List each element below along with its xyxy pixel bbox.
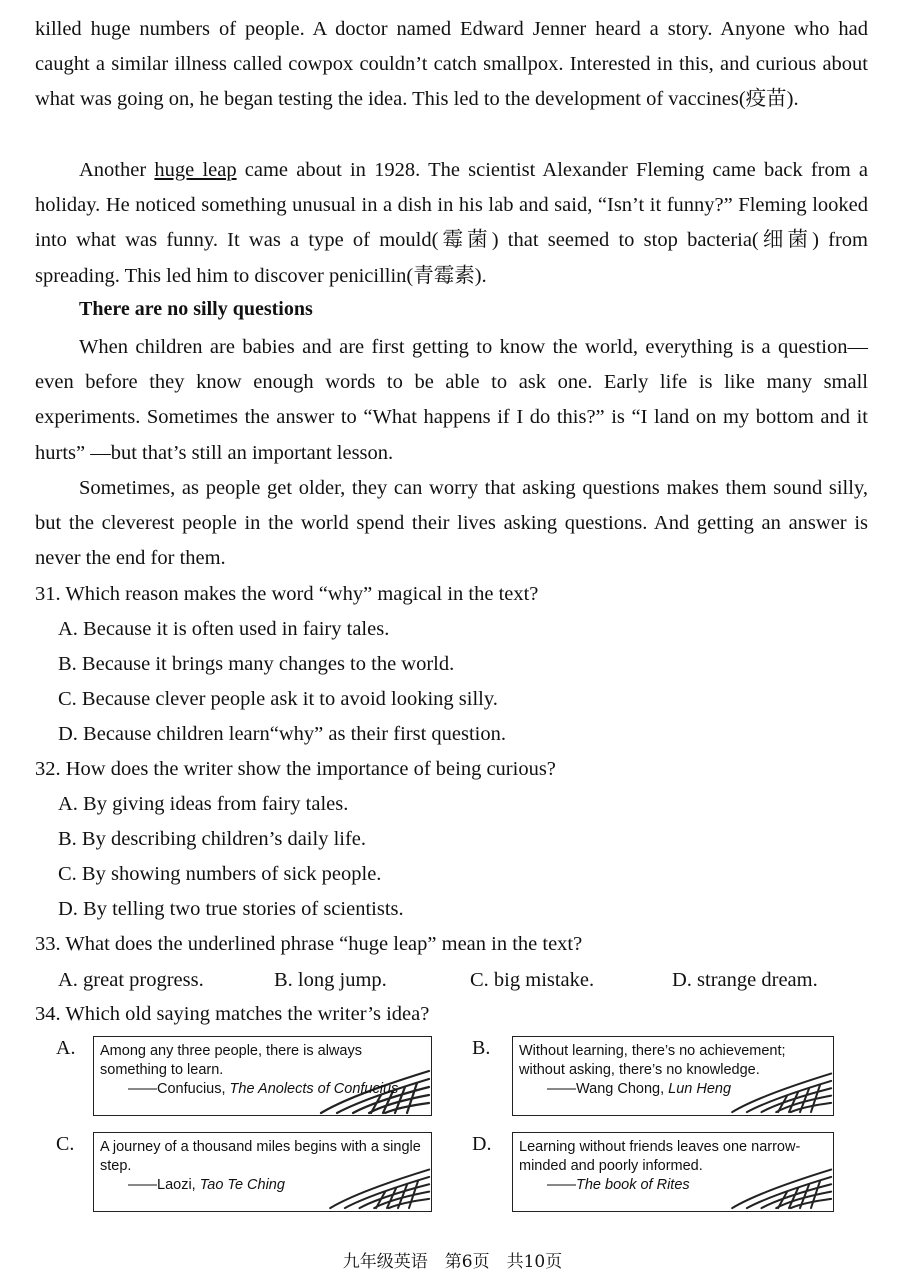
underlined-phrase-huge-leap: huge leap	[154, 159, 237, 181]
question-32-option-c: C. By showing numbers of sick people.	[58, 863, 382, 885]
quote-b-text: Without learning, there’s no achievement; without asking, there’s no knowledge.	[519, 1043, 786, 1078]
question-34-option-b-label: B.	[472, 1037, 491, 1059]
question-33-option-b: B. long jump.	[274, 969, 387, 991]
quote-c-work: Tao Te Ching	[199, 1177, 285, 1193]
quote-c-author-prefix: ——Laozi,	[128, 1177, 200, 1193]
quote-c-author	[100, 1176, 425, 1195]
quote-d-work: The book of Rites	[576, 1177, 690, 1193]
question-32-option-a: A. By giving ideas from fairy tales.	[58, 793, 349, 815]
question-34-option-c-label: C.	[56, 1133, 75, 1155]
passage-paragraph-4: Sometimes, as people get older, they can worry that asking questions makes them sound silly, but the cleverest people in the world spend their lives asking questions. And getting an answer is never the end for them.	[35, 477, 868, 570]
question-31-option-b: B. Because it brings many changes to the world.	[58, 653, 455, 675]
section-heading: There are no silly questions	[79, 298, 313, 320]
question-33-option-a: A. great progress.	[58, 969, 204, 991]
quote-d-author-prefix: ——	[547, 1177, 576, 1193]
quote-a-author-prefix: ——Confucius,	[128, 1081, 230, 1097]
question-32-stem: 32. How does the writer show the importance of being curious?	[35, 758, 556, 780]
question-34-option-d-label: D.	[472, 1133, 492, 1155]
question-34-stem: 34. Which old saying matches the writer’s idea?	[35, 1003, 430, 1025]
question-31-option-a: A. Because it is often used in fairy tales.	[58, 618, 390, 640]
passage-paragraph-3: When children are babies and are first getting to know the world, everything is a question—even before they know enough words to be able to ask one. Early life is like many small experiments. Sometimes the answer to “What happens if I do this?” is “I land on my bottom and it hurts” —but that’s still an important lesson.	[35, 336, 868, 464]
question-32-option-b: B. By describing children’s daily life.	[58, 828, 367, 850]
passage-paragraph-1: killed huge numbers of people. A doctor named Edward Jenner heard a story. Anyone who had caught a similar illness called cowpox couldn’t catch smallpox. Interested in this, and curious about what was going on, he began testing the idea. This led to the development of vaccines(疫苗).	[35, 18, 868, 111]
question-33-option-c: C. big mistake.	[470, 969, 595, 991]
quote-a-work: The Anolects of Confucius	[229, 1081, 399, 1097]
passage-paragraph-2	[35, 153, 868, 294]
paragraph-2-rest: came about in 1928. The scientist Alexander Fleming came back from a holiday. He noticed something unusual in a dish in his lab and said, “Isn’t it funny?” Fleming looked into what was funny. It was a type of mould(霉菌) that seemed to stop bacteria(细菌) from spreading. This led him to discover penicillin(青霉素).	[35, 159, 869, 287]
quote-b-author	[519, 1080, 827, 1099]
paragraph-2-start: Another	[79, 159, 155, 181]
page-footer: 九年级英语 第6页 共10页	[342, 1252, 563, 1272]
quote-c-text: A journey of a thousand miles begins with a single step.	[100, 1139, 421, 1174]
quote-d-author	[519, 1176, 827, 1195]
quote-a-author	[100, 1080, 425, 1099]
question-33-option-d: D. strange dream.	[672, 969, 818, 991]
quote-b-work: Lun Heng	[668, 1081, 732, 1097]
question-31-option-c: C. Because clever people ask it to avoid looking silly.	[58, 688, 498, 710]
quote-box-a	[93, 1036, 432, 1116]
quote-d-text: Learning without friends leaves one narrow-minded and poorly informed.	[519, 1139, 801, 1174]
question-31-stem: 31. Which reason makes the word “why” magical in the text?	[35, 583, 539, 605]
question-33-stem: 33. What does the underlined phrase “huge leap” mean in the text?	[35, 933, 583, 955]
quote-a-text: Among any three people, there is always something to learn.	[100, 1043, 362, 1078]
quote-box-c	[93, 1132, 432, 1212]
question-31-option-d: D. Because children learn“why” as their first question.	[58, 723, 506, 745]
quote-b-author-prefix: ——Wang Chong,	[547, 1081, 669, 1097]
question-34-option-a-label: A.	[56, 1037, 76, 1059]
quote-box-d	[512, 1132, 834, 1212]
quote-box-b	[512, 1036, 834, 1116]
question-32-option-d: D. By telling two true stories of scientists.	[58, 898, 404, 920]
